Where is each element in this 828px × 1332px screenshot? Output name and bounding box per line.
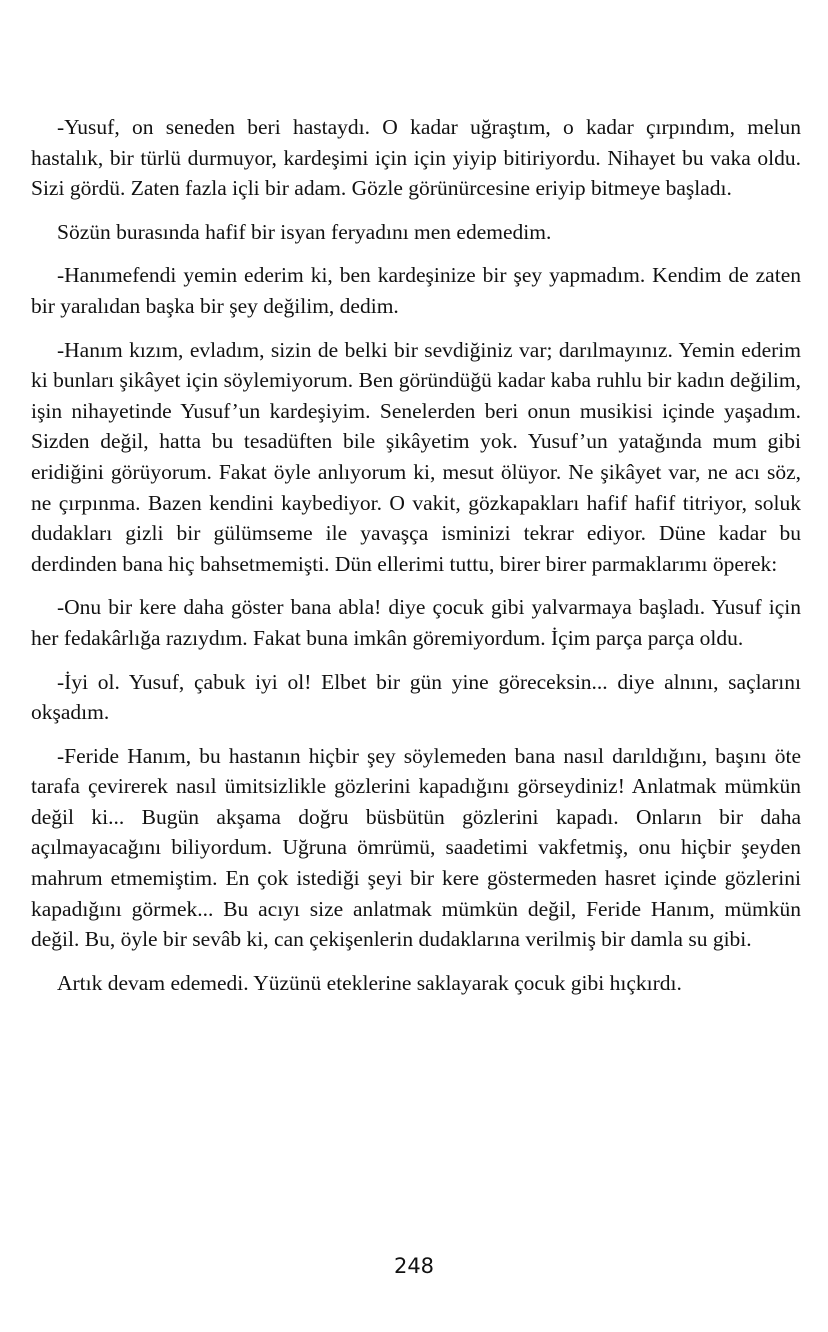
paragraph-1: -Yusuf, on seneden beri hastaydı. O kadar uğraştım, o kadar çırpındım, melun hastalık, bir türlü durmuyor, kardeşimi için için yiyip bitiriyordu. Nihayet bu vaka oldu. Sizi gördü. Zaten fazla içli bir adam. Gözle görünürcesine eriyip bitmeye başladı. <box>31 115 801 201</box>
paragraph-2: Sözün burasında hafif bir isyan feryadını men edemedim. <box>57 219 552 244</box>
paragraph-5: -Onu bir kere daha göster bana abla! diye çocuk gibi yalvarmaya başladı. Yusuf için her fedakârlığa razıydım. Fakat buna imkân göremiyordum. İçim parça parça oldu. <box>31 595 801 650</box>
paragraph-4: -Hanım kızım, evladım, sizin de belki bir sevdiğiniz var; darılmayınız. Yemin ederim ki bunları şikâyet için söylemiyorum. Ben göründüğü kadar kaba ruhlu bir kadın değilim, işin nihayetinde Yusuf’un kardeşiyim. Senelerden beri onun musikisi içinde yaşadım. Sizden değil, hatta bu tesadüften bile şikâyetim yok. Yusuf’un yatağında mum gibi eridiğini görüyorum. Fakat öyle anlıyorum ki, mesut ölüyor. Ne şikâyet var, ne acı söz, ne çırpınma. Bazen kendini kaybediyor. O vakit, gözkapakları hafif hafif titriyor, soluk dudakları gizli bir gülümseme ile yavaşça isminizi tekrar ediyor. Düne kadar bu derdinden bana hiç bahsetmemişti. Dün ellerimi tuttu, birer birer parmaklarımı öperek: <box>31 337 801 576</box>
paragraph-3: -Hanımefendi yemin ederim ki, ben kardeşinize bir şey yapmadım. Kendim de zaten bir yaralıdan başka bir şey değilim, dedim. <box>31 263 801 318</box>
book-page-body <box>31 112 801 1011</box>
paragraph-6: -İyi ol. Yusuf, çabuk iyi ol! Elbet bir gün yine göreceksin... diye alnını, saçlarını okşadım. <box>31 669 801 725</box>
paragraph-8: Artık devam edemedi. Yüzünü eteklerine saklayarak çocuk gibi hıçkırdı. <box>57 970 682 995</box>
page-number: 248 <box>393 1254 435 1278</box>
paragraph-7: -Feride Hanım, bu hastanın hiçbir şey söylemeden bana nasıl darıldığını, başını öte tarafa çevirerek nasıl ümitsizlikle gözlerini kapadığını görseydiniz! Anlatmak mümkün değil ki... Bugün akşama doğru büsbütün gözlerini kapadı. Onların bir daha açılmayacağını biliyordum. Uğruna ömrümü, saadetimi vakfetmiş, onu hiçbir şeyden mahrum etmemiştim. En çok istediği şeyi bir kere göstermeden hasret içinde gözlerini kapadığını görmek... Bu acıyı size anlatmak mümkün değil, Feride Hanım, mümkün değil. Bu, öyle bir sevâb ki, can çekişenlerin dudaklarına verilmiş bir damla su gibi. <box>31 743 801 952</box>
